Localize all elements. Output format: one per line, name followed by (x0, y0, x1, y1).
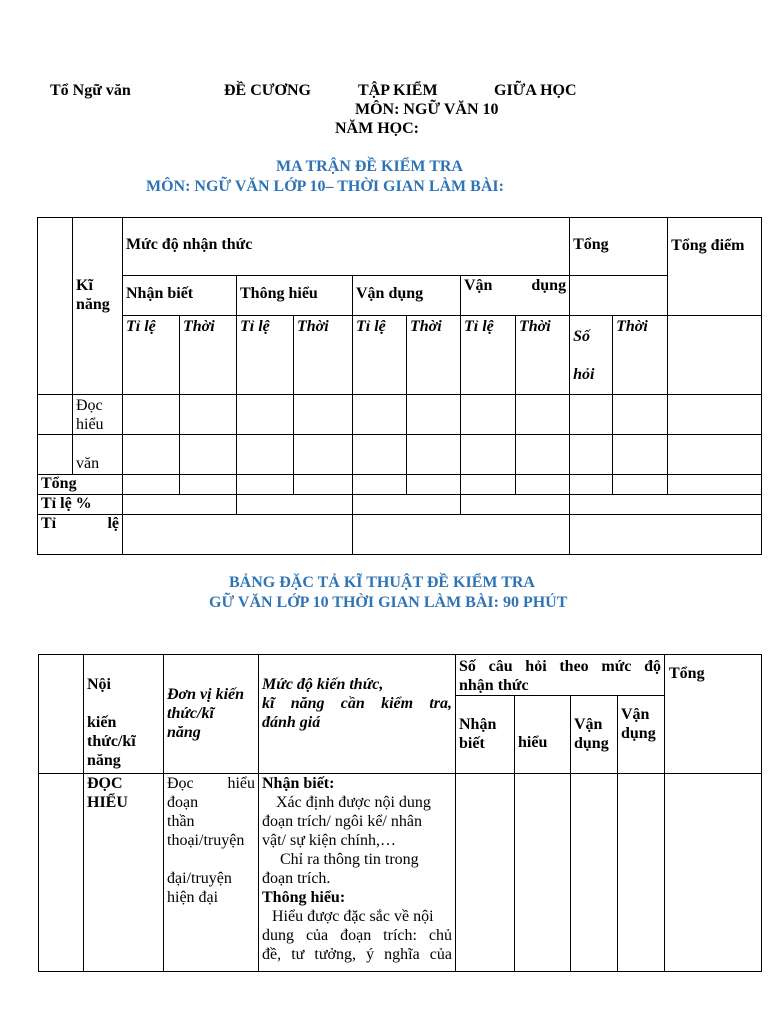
col-noi-dung (84, 655, 164, 774)
matrix-row-doc-hieu (38, 395, 762, 435)
row-unit-line: đại/truyện (167, 870, 232, 887)
sub-van-dung-line: Vận (574, 716, 603, 733)
row-label-doc-hieu: Đọc hiểu (73, 395, 123, 435)
col-tong-diem: Tổng điểm (668, 218, 762, 316)
sub-nhan-line: Nhận (459, 716, 497, 733)
matrix-row-ti-le (38, 515, 762, 555)
row-unit-line: đoạn (167, 794, 199, 811)
col-muc-do-line: đánh giá (262, 714, 321, 731)
col-noi-dung-line: thức/kĩ (87, 733, 136, 750)
col-so-cau-line: Số câu hỏi theo mức độ (459, 658, 661, 675)
sub-ti-le: Tỉ lệ (353, 316, 407, 395)
row-description (259, 774, 456, 972)
sub-ti-le: Tỉ lệ (237, 316, 294, 395)
sub-thoi: Thời (516, 316, 570, 395)
col-don-vi-line: năng (167, 724, 201, 741)
row-unit (164, 774, 259, 972)
row-topic-line: HIỂU (87, 794, 128, 811)
col-muc-do-line: Mức độ kiến thức, (262, 676, 384, 693)
matrix-row-ti-le-pct (38, 495, 762, 515)
desc-line: Xác định được nội dung (276, 794, 431, 811)
sub-thoi: Thời (180, 316, 237, 395)
matrix-subtitle: MÔN: NGỮ VĂN LỚP 10– THỜI GIAN LÀM BÀI: (146, 178, 504, 195)
spec-corner (39, 655, 84, 774)
sub-thoi: Thời (407, 316, 461, 395)
sub-ti-le: Tỉ lệ (461, 316, 516, 395)
row-topic-line: ĐỌC (87, 775, 123, 792)
col-noi-dung-line: Nội (87, 676, 111, 693)
header-giua-hoc: GIỮA HỌC (494, 82, 577, 99)
sub-van-dung-line: dụng (574, 735, 609, 752)
header-tap-kiem: TẬP KIỂM (358, 82, 438, 99)
col-muc-do: Mức độ nhận thức (123, 218, 570, 276)
col-tong: Tổng (665, 655, 762, 774)
sub-van-dung-cao-line: Vận (621, 706, 650, 723)
col-muc-do-kien-thuc (259, 655, 456, 774)
col-don-vi-line: thức/kĩ (167, 705, 214, 722)
matrix-title: MA TRẬN ĐỀ KIỂM TRA (276, 158, 463, 175)
level-thong-hieu: Thông hiểu (237, 276, 353, 316)
sub-thoi: Thời (613, 316, 668, 395)
sub-nhan-biet (456, 696, 515, 774)
sub-nhan-line: biết (459, 735, 485, 752)
desc-nhan-biet: Nhận biết: (262, 775, 335, 792)
spec-row-doc-hieu (39, 774, 762, 972)
desc-line: đoạn trích. (262, 870, 331, 887)
row-label-ti-le: Tỉ lệ (38, 515, 123, 555)
matrix-corner (38, 218, 73, 395)
desc-line: dung của đoạn trích: chủ (262, 927, 452, 944)
col-ki-nang: Kĩ năng (73, 218, 123, 395)
sub-van-dung-cao (618, 696, 665, 774)
header-subject: MÔN: NGỮ VĂN 10 (355, 101, 499, 118)
sub-so-hoi (570, 316, 613, 395)
level-van-dung-cao: Vận dụng (461, 276, 570, 316)
header-de-cuong: ĐỀ CƯƠNG (224, 82, 311, 99)
col-noi-dung-line: năng (87, 752, 121, 769)
col-noi-dung-line: kiến (87, 714, 117, 731)
sub-hoi: hỏi (573, 366, 595, 383)
level-tong-blank (570, 276, 668, 316)
sub-ti-le: Tỉ lệ (123, 316, 180, 395)
matrix-row-tong (38, 475, 762, 495)
sub-van-dung-cao-line: dụng (621, 725, 656, 742)
spec-subtitle: GỮ VĂN LỚP 10 THỜI GIAN LÀM BÀI: 90 PHÚT (209, 594, 568, 611)
matrix-row-van (38, 435, 762, 475)
desc-line: Hiểu được đặc sắc về nội (272, 908, 434, 925)
matrix-cell (668, 316, 762, 395)
desc-thong-hieu: Thông hiểu: (262, 889, 346, 906)
col-don-vi (164, 655, 259, 774)
row-label-tong: Tổng (38, 475, 123, 495)
desc-line: Chỉ ra thông tin trong (280, 851, 419, 868)
row-label-ti-le-pct: Tỉ lệ % (38, 495, 123, 515)
level-nhan-biet: Nhận biết (123, 276, 237, 316)
matrix-table (37, 217, 762, 555)
spec-title: BẢNG ĐẶC TẢ KĨ THUẬT ĐỀ KIỂM TRA (229, 574, 535, 591)
col-tong: Tổng (570, 218, 668, 276)
sub-thoi: Thời (294, 316, 353, 395)
level-van-dung: Vận dụng (353, 276, 461, 316)
sub-so: Số (573, 328, 590, 345)
sub-van-dung (571, 696, 618, 774)
row-topic (84, 774, 164, 972)
row-unit-line: Đọc hiểu (167, 775, 255, 792)
col-don-vi-line: Đơn vị kiến (167, 686, 245, 703)
col-so-cau-hoi (456, 655, 665, 696)
row-unit-line: thần (167, 813, 195, 830)
row-unit-line: hiện đại (167, 889, 219, 906)
spec-table (38, 654, 762, 972)
desc-line: đề, tư tưởng, ý nghĩa của (262, 946, 452, 963)
row-unit-line: thoại/truyện (167, 832, 245, 849)
header-group: Tổ Ngữ văn (50, 82, 131, 99)
desc-line: vật/ sự kiện chính,… (262, 832, 396, 849)
col-muc-do-line: kĩ năng cần kiểm tra, (262, 695, 452, 712)
desc-line: đoạn trích/ ngôi kể/ nhân (262, 813, 422, 830)
row-label-van: văn (73, 435, 123, 475)
sub-thong-hieu: hiểu (515, 696, 571, 774)
col-so-cau-line: nhận thức (459, 677, 529, 694)
header-school-year: NĂM HỌC: (335, 120, 419, 137)
